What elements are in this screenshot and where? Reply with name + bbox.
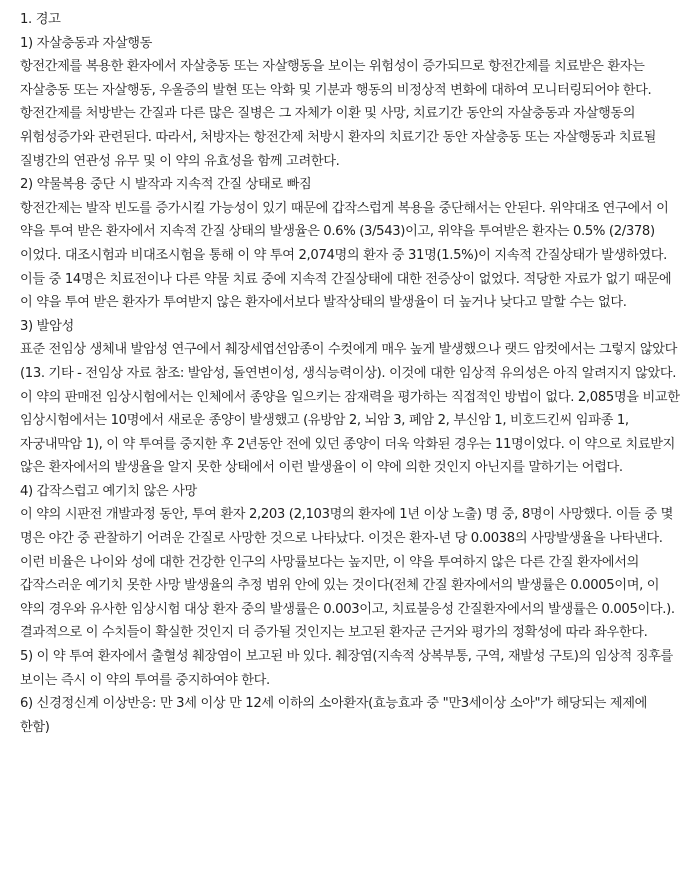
item-heading-withdrawal-seizures: 2) 약물복용 중단 시 발작과 지속적 간질 상태로 빠짐: [20, 177, 312, 193]
paragraph-suicidal-monitoring: 항전간제를 복용한 환자에서 자살충동 또는 자살행동을 보이는 위험성이 증가되므로 항전간제를 치료받은 환자는 자살충동 또는 자살행동, 우울증의 발현 또는 악화 및 기분과 행동의 비정상적 변화에 대하여 모니터링되어야 한다.: [20, 59, 652, 98]
paragraph-withdrawal-seizures: 항전간제는 발작 빈도를 증가시킬 가능성이 있기 때문에 갑작스럽게 복용을 중단해서는 안된다. 위약대조 연구에서 이 약을 투여 받은 환자에서 지속적 간질 상태의 발생율은 0.6% (3/543)이고, 위약을 투여받은 환자는 0.5% (2/378)이었다. 대조시험과 비대조시험을 통해 이 약 투여 2,074명의 환자 중 31명(1.5%)이 지속적 간질상태가 발생하였다. 이들 중 14명은 치료전이나 다른 약물 치료 중에 지속적 간질상태에 대한 전증상이 없었다. 적당한 자료가 없기 때문에 이 약을 투여 받은 환자가 투여받지 않은 환자에서보다 발작상태의 발생율이 더 높거나 낮다고 말할 수는 없다.: [20, 200, 672, 311]
paragraph-carcinogenicity: 표준 전임상 생체내 발암성 연구에서 췌장세엽선암종이 수컷에게 매우 높게 발생했으나 랫드 암컷에서는 그렇지 않았다(13. 기타 - 전임상 자료 참조: 발암성, 돌연변이성, 생식능력이상). 이것에 대한 임상적 유의성은 아직 알려지지 않았다. 이 약의 판매전 임상시험에서는 인체에서 종양을 일으키는 잠재력을 평가하는 직접적인 방법이 없다. 2,085명을 비교한 임상시험에서는 10명에서 새로운 종양이 발생했고 (유방암 2, 뇌암 3, 폐암 2, 부신암 1, 비호드킨씨 임파종 1, 자궁내막암 1), 이 약 투여를 중지한 후 2년동안 전에 있던 종양이 더욱 악화된 경우는 11명이었다. 이 약으로 치료받지 않은 환자에서의 발생율을 알지 못한 상태에서 이런 발생율이 이 약에 의한 것인지 아닌지를 말하기는 어렵다.: [20, 342, 680, 476]
item-heading-sudden-death: 4) 갑작스럽고 예기치 않은 사망: [20, 483, 197, 499]
paragraph-pancreatitis: 5) 이 약 투여 환자에서 출혈성 췌장염이 보고된 바 있다. 췌장염(지속적 상복부통, 구역, 재발성 구토)의 임상적 징후를 보이는 즉시 이 약의 투여를 중지하여야 한다.: [20, 649, 673, 688]
paragraph-sudden-death: 이 약의 시판전 개발과정 동안, 투여 환자 2,203 (2,103명의 환자에 1년 이상 노출) 명 중, 8명이 사망했다. 이들 중 몇 명은 야간 중 관찰하기 어려운 간질로 사망한 것으로 나타났다. 이것은 환자-년 당 0.0038의 사망발생율을 나타낸다. 이런 비율은 나이와 성에 대한 건강한 인구의 사망률보다는 높지만, 이 약을 투여하지 않은 다른 간질 환자에서의 갑작스러운 예기치 못한 사망 발생율의 추정 범위 안에 있는 것이다(전체 간질 환자에서의 발생률은 0.0005이며, 이 약의 경우와 유사한 임상시험 대상 환자 중의 발생률은 0.003이고, 치료불응성 간질환자에서의 발생률은 0.005이다.). 결과적으로 이 수치들이 확실한 것인지 더 증가될 것인지는 보고된 환자군 근거와 평가의 정확성에 따라 좌우한다.: [20, 507, 675, 641]
section-title: 1. 경고: [20, 12, 61, 27]
paragraph-suicidal-risk: 항전간제를 처방받는 간질과 다른 많은 질병은 그 자체가 이환 및 사망, 치료기간 동안의 자살충동과 자살행동의 위험성증가와 관련된다. 따라서, 처방자는 항전간제 처방시 환자의 치료기간 동안 자살충동 또는 자살행동과 치료될 질병간의 연관성 유무 및 이 약의 유효성을 함께 고려한다.: [20, 106, 657, 169]
paragraph-neuropsychiatric: 6) 신경정신계 이상반응: 만 3세 이상 만 12세 이하의 소아환자(효능효과 중 "만3세이상 소아"가 해당되는 제제에 한함): [20, 696, 648, 735]
item-heading-suicidal-behavior: 1) 자살충동과 자살행동: [20, 35, 153, 51]
item-heading-carcinogenicity: 3) 발암성: [20, 318, 74, 334]
